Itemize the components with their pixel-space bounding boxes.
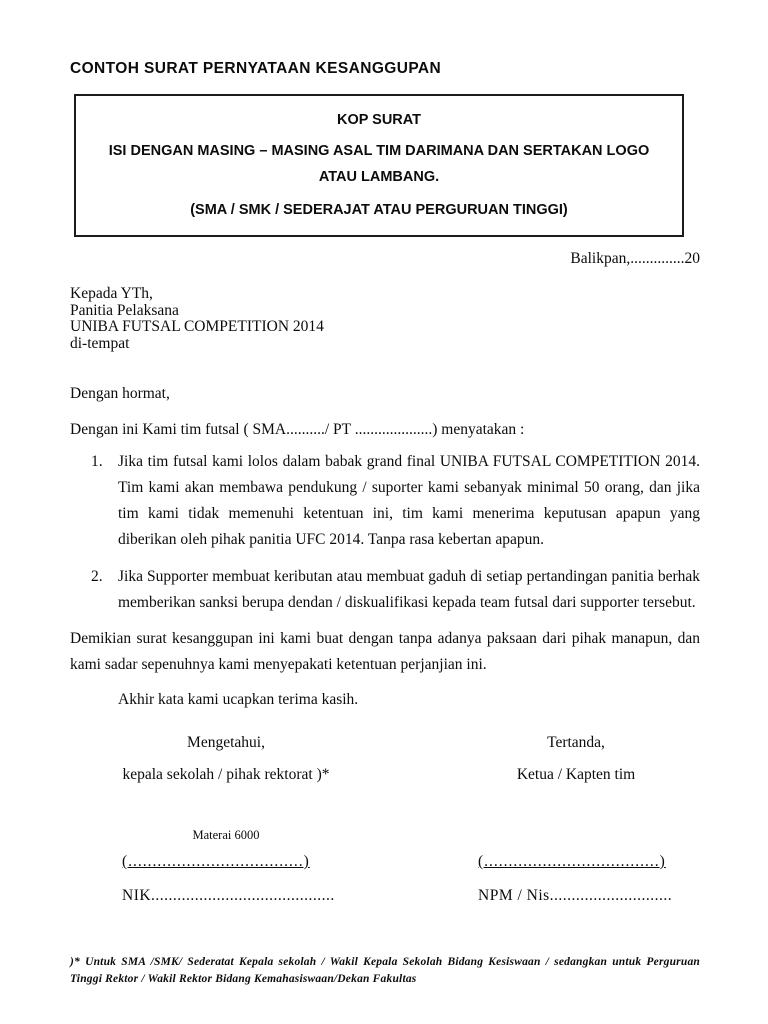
list-item: [70, 564, 700, 616]
letterhead-instruction: ISI DENGAN MASING – MASING ASAL TIM DARIMANA DAN SERTAKAN LOGO ATAU LAMBANG.: [108, 143, 650, 185]
letterhead-kop-surat: KOP SURAT: [336, 112, 422, 128]
signature-left-nik-line: NIK..........................................: [122, 887, 335, 904]
list-item: [70, 449, 700, 553]
signature-right-name-line: (....................................): [478, 853, 666, 870]
signature-left-heading: Mengetahui,: [187, 734, 265, 751]
recipient-line-place: di-tempat: [70, 334, 130, 352]
signature-left-name-line: (....................................): [122, 853, 310, 870]
signature-right-column: [478, 734, 674, 904]
date-line: Balikpan,..............20: [570, 250, 700, 267]
salutation: Dengan hormat,: [70, 385, 170, 402]
letterhead-box: [74, 94, 684, 237]
signature-right-role: Ketua / Kapten tim: [516, 766, 636, 783]
statement-points: [70, 449, 700, 616]
list-item-text: Jika tim futsal kami lolos dalam babak grand final UNIBA FUTSAL COMPETITION 2014. Tim kami akan membawa pendukung / suporter kami sebanyak minimal 50 orang, dan jika tim kami tidak memenuhi ketentuan ini, tim kami menerima keputusan apapun yang diberikan oleh pihak panitia UFC 2014. Tanpa rasa kebertan apapun.: [118, 453, 700, 548]
signature-left-column: [122, 734, 335, 904]
closing-paragraph: Demikian surat kesanggupan ini kami buat dengan tanpa adanya paksaan dari pihak manapun, dan kami sadar sepenuhnya kami menyepakati ketentuan perjanjian ini.: [70, 630, 700, 673]
signature-right-heading: Tertanda,: [547, 734, 605, 751]
opening-statement: Dengan ini Kami tim futsal ( SMA........../ PT ....................) menyatakan :: [70, 421, 525, 438]
letterhead-school-types: (SMA / SMK / SEDERAJAT ATAU PERGURUAN TINGGI): [190, 202, 568, 218]
thanks-line: Akhir kata kami ucapkan terima kasih.: [118, 691, 359, 708]
recipient-line-panitia: Panitia Pelaksana: [70, 301, 179, 319]
recipient-block: [70, 286, 700, 352]
list-item-text: Jika Supporter membuat keributan atau membuat gaduh di setiap pertandingan panitia berhak memberikan sanksi berupa dendan / diskualifikasi kepada team futsal dari supporter tersebut.: [118, 568, 700, 611]
document-title: CONTOH SURAT PERNYATAAN KESANGGUPAN: [70, 60, 442, 77]
list-item-number: 2.: [91, 568, 103, 585]
list-item-number: 1.: [91, 453, 103, 470]
signature-left-role: kepala sekolah / pihak rektorat )*: [122, 766, 330, 783]
recipient-line-kepada: Kepada YTh,: [70, 285, 153, 302]
stamp-label: Materai 6000: [192, 828, 260, 842]
signature-section: [70, 734, 700, 904]
recipient-line-event: UNIBA FUTSAL COMPETITION 2014: [70, 318, 324, 335]
signature-right-npm-line: NPM / Nis............................: [478, 887, 673, 904]
footnote: )* Untuk SMA /SMK/ Sederatat Kepala sekolah / Wakil Kepala Sekolah Bidang Kesiswaan / sedangkan untuk Perguruan Tinggi Rektor / Wakil Rektor Bidang Kemahasiswaan/Dekan Fakultas: [70, 956, 700, 985]
